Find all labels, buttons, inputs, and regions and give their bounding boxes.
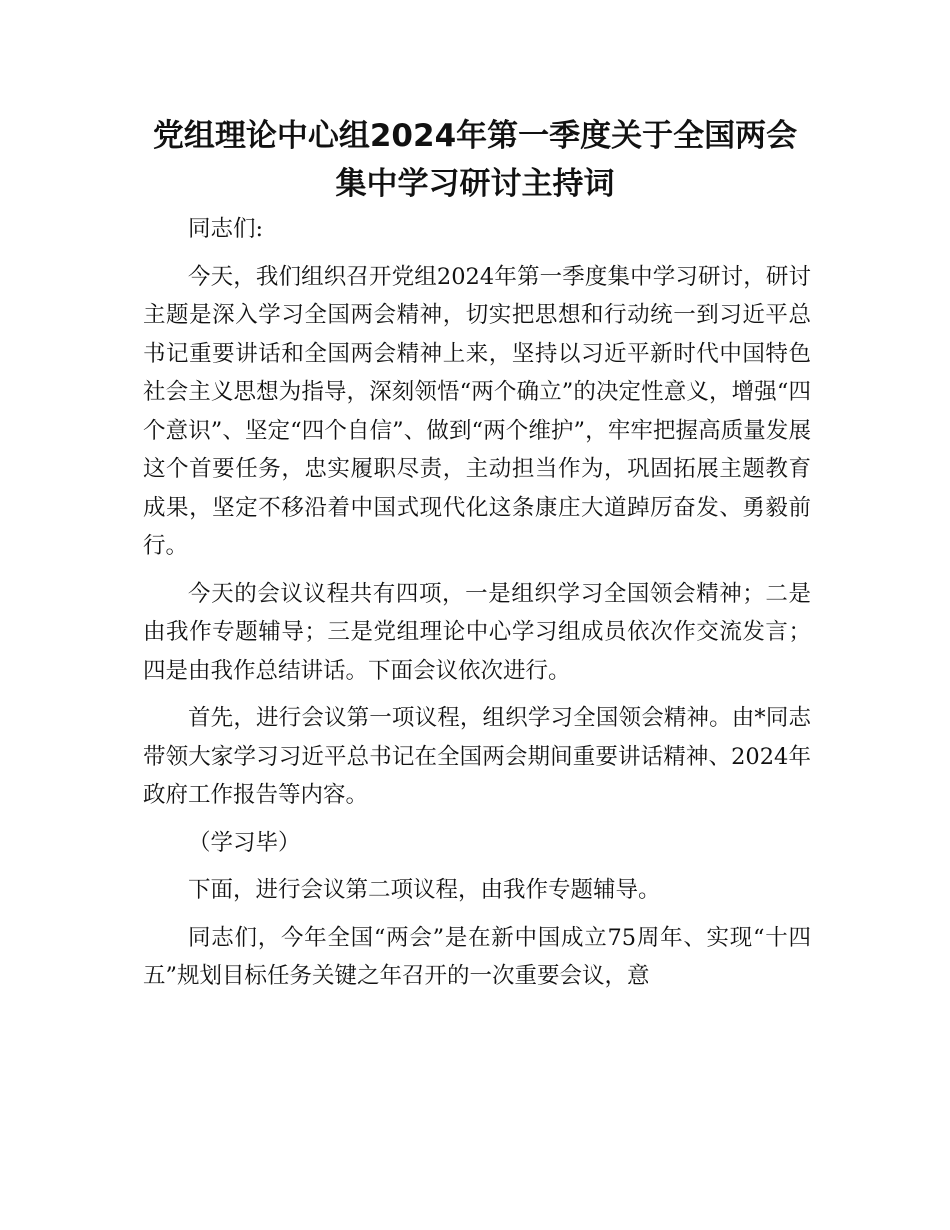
title-line-2: 集中学习研讨主持词 <box>335 166 615 202</box>
paragraph: 下面，进行会议第二项议程，由我作专题辅导。 <box>188 877 661 903</box>
document-title <box>120 112 830 208</box>
paragraph: 今天的会议议程共有四项，一是组织学习全国领会精神；二是由我作专题辅导；三是党组理论中心学习组成员依次作交流发言；四是由我作总结讲话。下面会议依次进行。 <box>143 580 811 684</box>
paragraph: 首先，进行会议第一项议程，组织学习全国领会精神。由*同志带领大家学习习近平总书记在全国两会期间重要讲话精神、2024年政府工作报告等内容。 <box>143 705 811 808</box>
salutation: 同志们: <box>188 216 264 242</box>
stage-note: （学习毕） <box>188 829 301 856</box>
paragraph: 同志们，今年全国“两会”是在新中国成立75周年、实现“十四五”规划目标任务关键之年召开的一次重要会议，意 <box>143 924 811 989</box>
document-body <box>143 210 811 1005</box>
title-line-1: 党组理论中心组2024年第一季度关于全国两会 <box>152 118 798 154</box>
paragraph: 今天，我们组织召开党组2024年第一季度集中学习研讨，研讨主题是深入学习全国两会精神，切实把思想和行动统一到习近平总书记重要讲话和全国两会精神上来，坚持以习近平新时代中国特色社会主义思想为指导，深刻领悟“两个确立”的决定性意义，增强“四个意识”、坚定“四个自信”、做到“两个维护”，牢牢把握高质量发展这个首要任务，忠实履职尽责，主动担当作为，巩固拓展主题教育成果，坚定不移沿着中国式现代化这条康庄大道踔厉奋发、勇毅前行。 <box>143 263 811 559</box>
